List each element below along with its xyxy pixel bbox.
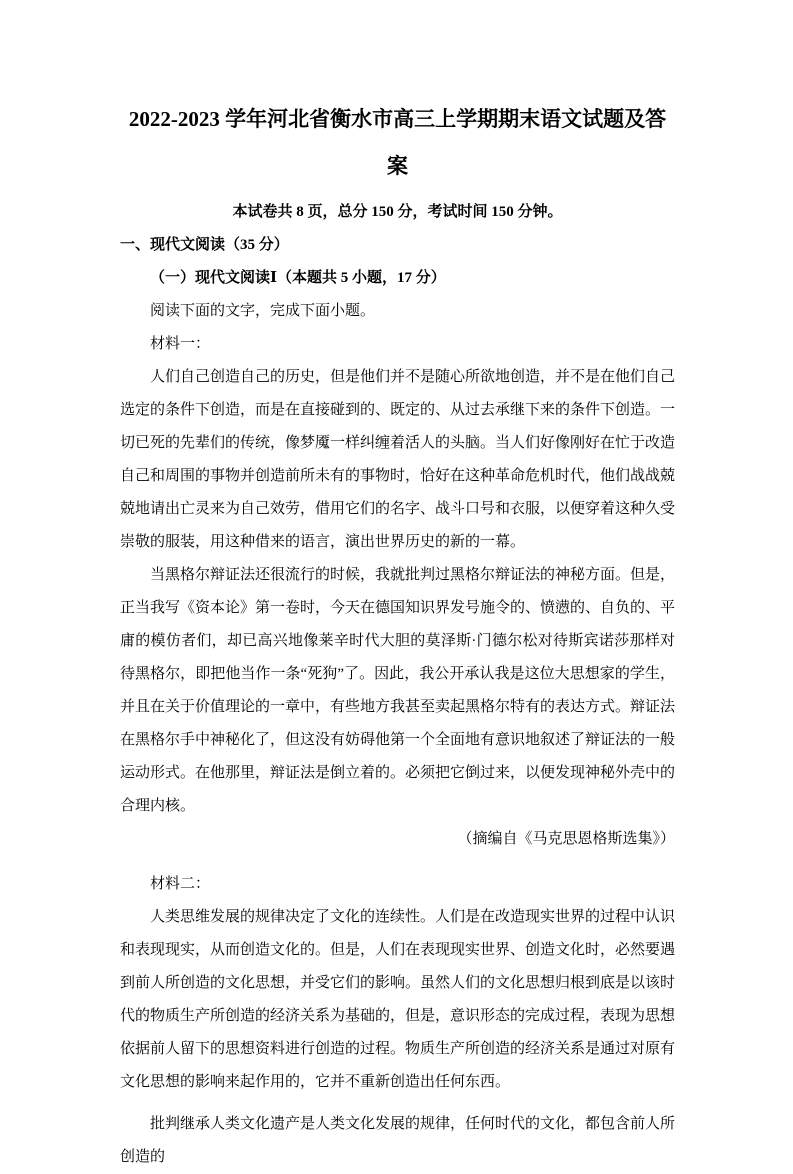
exam-info-line: 本试卷共 8 页，总分 150 分，考试时间 150 分钟。 xyxy=(232,204,563,220)
material-two-paragraph-1: 人类思维发展的规律决定了文化的连续性。人们是在改造现实世界的过程中认识和表现现实，从而创造文化的。但是，人们在表现现实世界、创造文化时，必然要遇到前人所创造的文化思想，并受它们的影响。虽然人们的文化思想归根到底是以该时代的物质生产所创造的经济关系为基础的，但是，意识形态的完成过程，表现为思想依据前人留下的思想资料进行创造的过程。物质生产所创造的经济关系是通过对原有文化思想的影响来起作用的，它并不重新创造出任何东西。 xyxy=(120,909,676,1090)
section-heading: 一、现代文阅读（35 分） xyxy=(120,237,289,253)
material-one-label: 材料一： xyxy=(150,336,211,352)
material-one-source: （摘编自《马克思恩格斯选集》） xyxy=(457,831,675,847)
material-one-paragraph-1: 人们自己创造自己的历史，但是他们并不是随心所欲地创造，并不是在他们自己选定的条件下创造，而是在直接碰到的、既定的、从过去承继下来的条件下创造。一切已死的先辈们的传统，像梦魇一样纠缠着活人的头脑。当人们好像刚好在忙于改造自己和周围的事物并创造前所未有的事物时，恰好在这种革命危机时代，他们战战兢兢地请出亡灵来为自己效劳，借用它们的名字、战斗口号和衣服，以便穿着这种久受崇敬的服装，用这种借来的语言，演出世界历史的新的一幕。 xyxy=(120,369,676,550)
document-title: 2022-2023 学年河北省衡水市高三上学期期末语文试题及答案 xyxy=(128,107,667,178)
material-two-label: 材料二： xyxy=(150,876,211,892)
material-two-paragraph-2: 批判继承人类文化遗产是人类文化发展的规律，任何时代的文化，都包含前人所创造的 xyxy=(120,1116,676,1165)
reading-instruction: 阅读下面的文字，完成下面小题。 xyxy=(150,303,376,319)
material-one-paragraph-2: 当黑格尔辩证法还很流行的时候，我就批判过黑格尔辩证法的神秘方面。但是，正当我写《资本论》第一卷时，今天在德国知识界发号施令的、愤懑的、自负的、平庸的模仿者们，却已高兴地像莱辛时代大胆的莫泽斯·门德尔松对待斯宾诺莎那样对待黑格尔，即把他当作一条“死狗”了。因此，我公开承认我是这位大思想家的学生，并且在关于价值理论的一章中，有些地方我甚至卖起黑格尔特有的表达方式。辩证法在黑格尔手中神秘化了，但这没有妨碍他第一个全面地有意识地叙述了辩证法的一般运动形式。在他那里，辩证法是倒立着的。必须把它倒过来，以便发现神秘外壳中的合理内核。 xyxy=(120,567,676,814)
subsection-heading: （一）现代文阅读Ⅰ（本题共 5 小题，17 分） xyxy=(150,270,446,286)
